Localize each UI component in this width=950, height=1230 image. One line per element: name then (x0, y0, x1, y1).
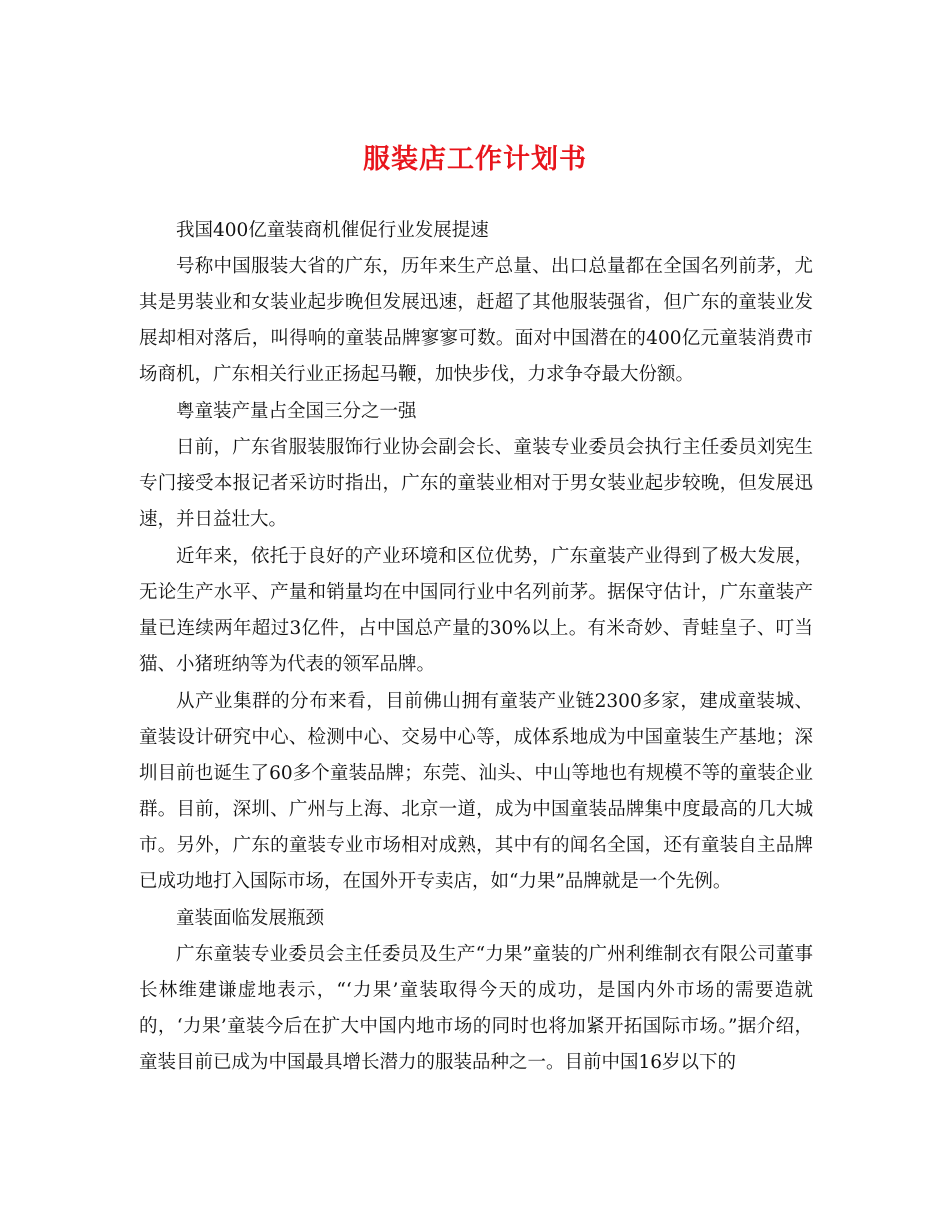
document-title: 服装店工作计划书 (363, 144, 587, 175)
section-heading: 我国400亿童装商机催促行业发展提速 (176, 220, 489, 241)
body-paragraph: 近年来，依托于良好的产业环境和区位优势，广东童装产业得到了极大发展，无论生产水平、产量和销量均在中国同行业中名列前茅。据保守估计，广东童装产量已连续两年超过3亿件，占中国总产量的30%以上。有米奇妙、青蛙皇子、叮当猫、小猪班纳等为代表的领军品牌。 (139, 546, 813, 675)
body-paragraph: 广东童装专业委员会主任委员及生产“力果”童装的广州利维制衣有限公司董事长林维建谦虚地表示，“‘力果’童装取得今天的成功，是国内外市场的需要造就的，‘力果’童装今后在扩大中国内地市场的同时也将加紧开拓国际市场。”据介绍，童装目前已成为中国最具增长潜力的服装品种之一。目前中国16岁以下的 (139, 944, 813, 1073)
section-heading: 粤童装产量占全国三分之一强 (176, 401, 417, 422)
section-heading: 童装面临发展瓶颈 (176, 908, 325, 929)
document-body (139, 213, 813, 1082)
body-paragraph: 日前，广东省服装服饰行业协会副会长、童装专业委员会执行主任委员刘宪生专门接受本报记者采访时指出，广东的童装业相对于男女装业起步较晚，但发展迅速，并日益壮大。 (139, 437, 813, 530)
body-paragraph: 号称中国服装大省的广东，历年来生产总量、出口总量都在全国名列前茅，尤其是男装业和女装业起步晚但发展迅速，赶超了其他服装强省，但广东的童装业发展却相对落后，叫得响的童装品牌寥寥可数。面对中国潜在的400亿元童装消费市场商机，广东相关行业正扬起马鞭，加快步伐，力求争夺最大份额。 (139, 256, 813, 385)
body-paragraph: 从产业集群的分布来看，目前佛山拥有童装产业链2300多家，建成童装城、童装设计研究中心、检测中心、交易中心等，成体系地成为中国童装生产基地；深圳目前也诞生了60多个童装品牌；东莞、汕头、中山等地也有规模不等的童装企业群。目前，深圳、广州与上海、北京一道，成为中国童装品牌集中度最高的几大城市。另外，广东的童装专业市场相对成熟，其中有的闻名全国，还有童装自主品牌已成功地打入国际市场，在国外开专卖店，如“力果”品牌就是一个先例。 (139, 691, 813, 892)
